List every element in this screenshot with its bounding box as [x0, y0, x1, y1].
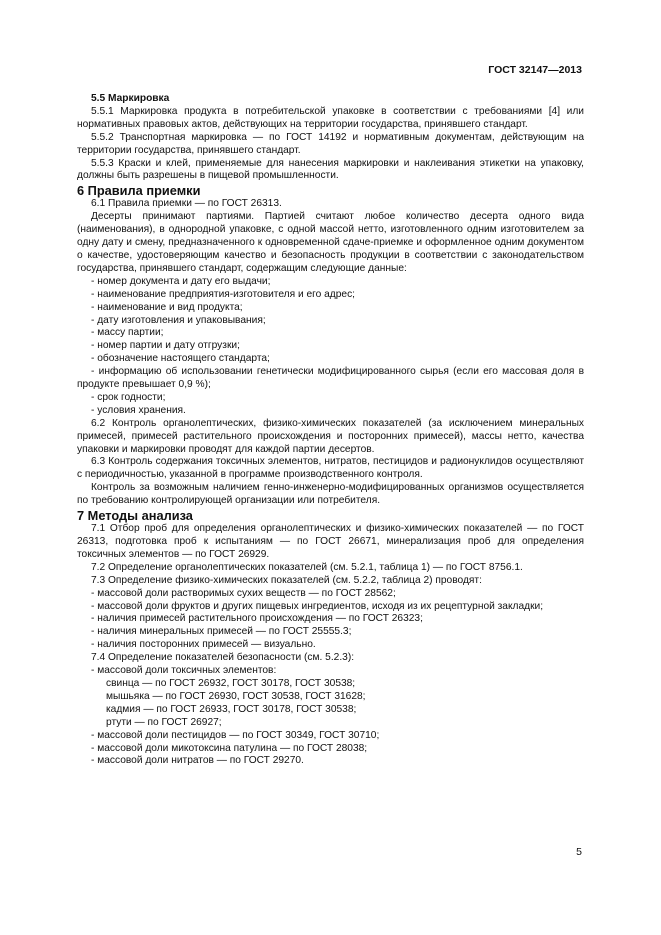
- list-item: - номер партии и дату отгрузки;: [77, 340, 584, 353]
- list-item-toxic-elements: - массовой доли токсичных элементов:: [77, 665, 584, 678]
- section-6-heading: 6 Правила приемки: [77, 183, 201, 199]
- list-item: - обозначение настоящего стандарта;: [77, 353, 584, 366]
- paragraph-6-1-lot: Десерты принимают партиями. Партией считают любое количество десерта одного вида (наименования), в однородной упаковке, с одной массой нетто, изготовленного одним изготовителем за одну дату и смену, предназначенного к одновременной сдаче-приемке и оформленное одним документом о качестве, удостоверяющим качество и безопасность продукции в соответствии с законодательством государства, принявшего стандарт, содержащим следующие данные:: [77, 211, 584, 274]
- list-item: - массовой доли фруктов и других пищевых ингредиентов, исходя из их рецептурной закладки;: [77, 601, 584, 614]
- paragraph-7-2: 7.2 Определение органолептических показателей (см. 5.2.1, таблица 1) — по ГОСТ 8756.1.: [91, 561, 523, 573]
- paragraph-6-3-gmo: Контроль за возможным наличием генно-инженерно-модифицированных организмов осуществляется по требованию контролирующей организации или потребителя.: [77, 482, 584, 507]
- list-item: - массовой доли пестицидов — по ГОСТ 30349, ГОСТ 30710;: [77, 730, 584, 743]
- list-item: - дату изготовления и упаковывания;: [77, 315, 584, 328]
- paragraph-7-3: 7.3 Определение физико-химических показателей (см. 5.2.2, таблица 2) проводят:: [91, 574, 482, 586]
- section-5-5-heading: 5.5 Маркировка: [91, 93, 170, 104]
- list-item: - массовой доли нитратов — по ГОСТ 29270.: [77, 755, 584, 768]
- document-id-header: ГОСТ 32147—2013: [488, 64, 582, 76]
- list-item: - наличия посторонних примесей — визуально.: [77, 639, 584, 652]
- paragraph-5-5-1: 5.5.1 Маркировка продукта в потребительской упаковке в соответствии с требованиями [4] или нормативных правовых актов, действующих на территории государства, принявшего стандарт.: [77, 105, 584, 130]
- paragraph-6-3: 6.3 Контроль содержания токсичных элементов, нитратов, пестицидов и радионуклидов осуществляют с периодичностью, указанной в программе производственного контроля.: [77, 456, 584, 481]
- list-item: - наличия примесей растительного происхождения — по ГОСТ 26323;: [77, 613, 584, 626]
- list-item: кадмия — по ГОСТ 26933, ГОСТ 30178, ГОСТ 30538;: [106, 703, 357, 715]
- document-body: [77, 93, 584, 768]
- list-item: - массу партии;: [77, 327, 584, 340]
- list-item: - номер документа и дату его выдачи;: [77, 276, 584, 289]
- list-item: - наименование и вид продукта;: [77, 302, 584, 315]
- list-item: мышьяка — по ГОСТ 26930, ГОСТ 30538, ГОСТ 31628;: [106, 690, 366, 702]
- paragraph-6-1: 6.1 Правила приемки — по ГОСТ 26313.: [91, 198, 282, 210]
- list-item: - массовой доли микотоксина патулина — по ГОСТ 28038;: [77, 743, 584, 756]
- list-item: - срок годности;: [77, 392, 584, 405]
- paragraph-5-5-2: 5.5.2 Транспортная маркировка — по ГОСТ 14192 и нормативным документам, действующим на территории государства, принявшего стандарт.: [77, 131, 584, 156]
- list-item: - наименование предприятия-изготовителя и его адрес;: [77, 289, 584, 302]
- section-7-heading: 7 Методы анализа: [77, 508, 193, 524]
- page-number: 5: [576, 846, 582, 858]
- list-item: свинца — по ГОСТ 26932, ГОСТ 30178, ГОСТ 30538;: [106, 677, 356, 689]
- list-item: - информацию об использовании генетически модифицированного сырья (если его массовая доля в продукте превышает 0,9 %);: [77, 366, 584, 392]
- paragraph-7-4: 7.4 Определение показателей безопасности (см. 5.2.3):: [91, 652, 355, 664]
- list-item: - наличия минеральных примесей — по ГОСТ 25555.3;: [77, 626, 584, 639]
- paragraph-7-1: 7.1 Отбор проб для определения органолептических и физико-химических показателей — по ГОСТ 26313, подготовка проб к испытаниям — по ГОСТ 26671, минерализация проб для определения токсичных элементов — по ГОСТ 26929.: [77, 523, 584, 560]
- paragraph-6-2: 6.2 Контроль органолептических, физико-химических показателей (за исключением минеральных примесей, примесей растительного происхождения и посторонних примесей), массы нетто, качества упаковки и маркировки проводят для каждой партии десертов.: [77, 417, 584, 455]
- list-item: - условия хранения.: [77, 405, 584, 418]
- list-item: - массовой доли растворимых сухих веществ — по ГОСТ 28562;: [77, 588, 584, 601]
- list-item: ртути — по ГОСТ 26927;: [106, 716, 222, 728]
- paragraph-5-5-3: 5.5.3 Краски и клей, применяемые для нанесения маркировки и наклеивания этикетки на упаковку, должны быть разрешены в пищевой промышленности.: [77, 157, 584, 182]
